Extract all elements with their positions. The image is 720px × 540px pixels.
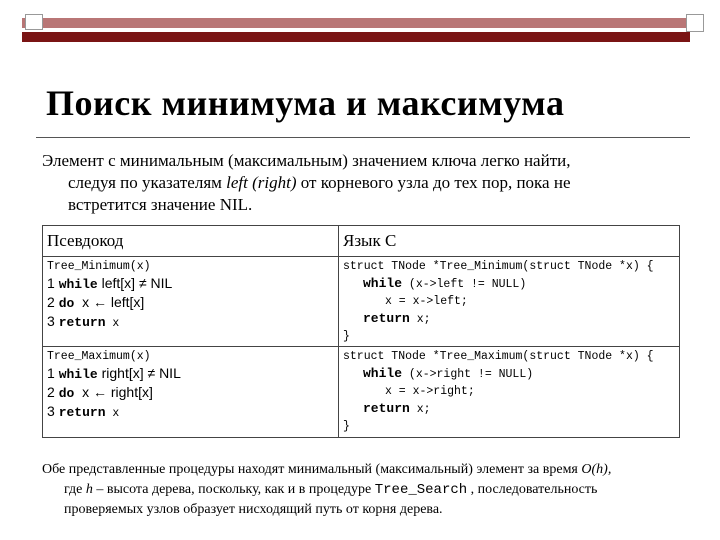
- right-square-marker: [686, 14, 704, 32]
- intro-line-3: встретится значение NIL.: [68, 195, 253, 214]
- c-min-line: struct TNode *Tree_Minimum(struct TNode *x) {: [343, 260, 654, 273]
- code-table: [42, 225, 680, 438]
- pseudo-minimum-cell: [43, 257, 339, 347]
- pseudo-max-line: 1 while right[x] ≠ NIL: [47, 365, 181, 382]
- pseudo-max-line: 2 do x ← right[x]: [47, 384, 153, 401]
- header-c-language: Язык C: [339, 226, 680, 257]
- pseudo-min-head: Tree_Minimum(x): [47, 260, 151, 273]
- top-stripe: [22, 18, 690, 28]
- intro-line-1: Элемент с минимальным (максимальным) значением ключа легко найти,: [42, 151, 571, 170]
- pseudo-min-line: 2 do x ← left[x]: [47, 294, 145, 311]
- c-minimum-cell: [339, 257, 680, 347]
- left-square-marker: [25, 14, 43, 30]
- outro-line-3: проверяемых узлов образует нисходящий путь от корня дерева.: [64, 502, 443, 517]
- top-decoration: [0, 0, 720, 46]
- intro-text: от корневого узла до тех пор, пока не: [296, 173, 571, 192]
- c-min-line: }: [343, 330, 350, 343]
- c-maximum-cell: [339, 347, 680, 438]
- title-divider: [36, 137, 690, 138]
- header-pseudocode: Псевдокод: [43, 226, 339, 257]
- c-max-line: x = x->right;: [385, 385, 475, 398]
- c-min-line: return x;: [363, 311, 431, 326]
- outro-line-2: где h – высота дерева, поскольку, как и в процедуре Tree_Search , последовательность: [64, 482, 598, 498]
- c-min-line: x = x->left;: [385, 295, 468, 308]
- pseudo-maximum-cell: [43, 347, 339, 438]
- intro-italic: left (right): [226, 173, 297, 192]
- c-max-line: }: [343, 420, 350, 433]
- outro-line-1: Обе представленные процедуры находят минимальный (максимальный) элемент за время O(h),: [42, 462, 612, 477]
- pseudo-max-head: Tree_Maximum(x): [47, 350, 151, 363]
- c-max-line: struct TNode *Tree_Maximum(struct TNode *x) {: [343, 350, 654, 363]
- intro-paragraph: [42, 150, 692, 216]
- c-max-line: return x;: [363, 401, 431, 416]
- c-min-line: while (x->left != NULL): [363, 276, 527, 291]
- pseudo-min-line: 3 return x: [47, 313, 120, 330]
- conclusion-paragraph: [42, 460, 702, 520]
- pseudo-max-line: 3 return x: [47, 403, 120, 420]
- top-stripe-dark: [22, 32, 690, 42]
- intro-text: следуя по указателям: [68, 173, 227, 192]
- intro-line-2: [42, 172, 692, 194]
- c-max-line: while (x->right != NULL): [363, 366, 534, 381]
- pseudo-min-line: 1 while left[x] ≠ NIL: [47, 275, 173, 292]
- slide-title: Поиск минимума и максимума: [46, 83, 565, 123]
